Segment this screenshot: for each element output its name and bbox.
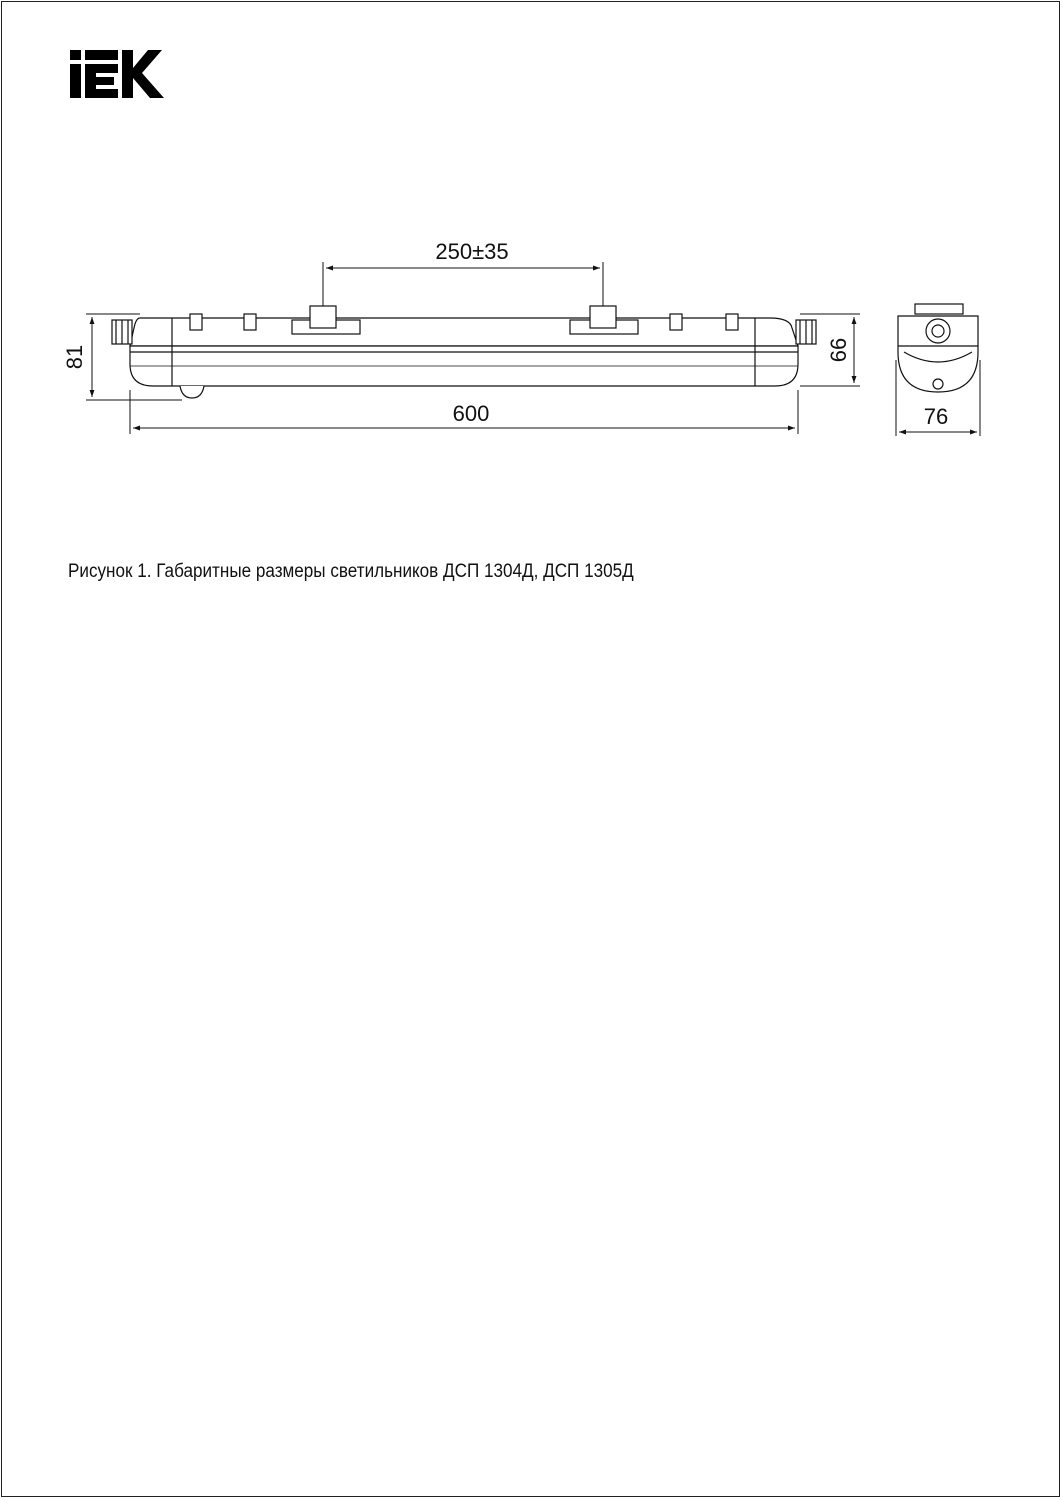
luminaire-side-view [112, 306, 816, 398]
dim-mount-spacing-label: 250±35 [435, 239, 509, 264]
dimension-drawing [0, 0, 1063, 520]
dim-width-label: 76 [923, 404, 949, 429]
figure-caption: Рисунок 1. Габаритные размеры светильников ДСП 1304Д, ДСП 1305Д [68, 561, 634, 582]
dim-height-body-label: 66 [826, 337, 851, 363]
dim-height-total-label: 81 [62, 344, 87, 370]
luminaire-end-view [898, 304, 978, 392]
dim-length-label: 600 [452, 401, 490, 426]
